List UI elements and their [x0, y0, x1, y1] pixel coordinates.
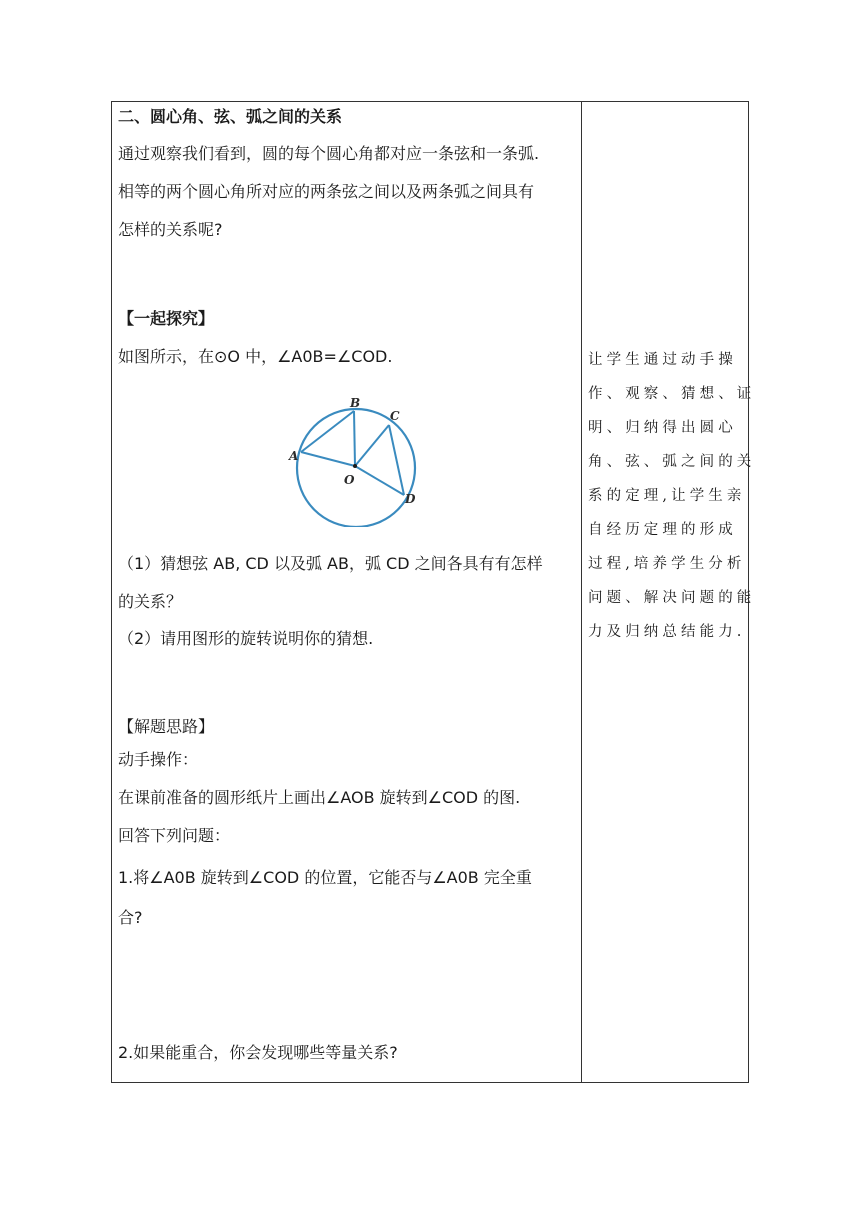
note-line-1: 让学生通过动手操 — [588, 352, 737, 368]
radius-od — [355, 466, 404, 495]
hands-on-text: 在课前准备的圆形纸片上画出∠AOB 旋转到∠COD 的图. — [118, 788, 521, 807]
label-o: O — [344, 473, 355, 487]
column-divider — [581, 102, 582, 1082]
question-1-line-1: （1）猜想弦 AB, CD 以及弧 AB，弧 CD 之间各具有有怎样 — [118, 554, 543, 573]
radius-oc — [355, 425, 389, 466]
intro-line-3: 怎样的关系呢? — [118, 220, 223, 239]
note-line-3: 明、归纳得出圆心 — [588, 420, 737, 436]
explore-heading: 【一起探究】 — [118, 309, 215, 328]
label-b: B — [350, 397, 361, 410]
radius-ob — [354, 411, 355, 466]
label-c: C — [390, 409, 400, 423]
item-2: 2.如果能重合，你会发现哪些等量关系? — [118, 1043, 398, 1062]
chord-cd — [389, 425, 404, 495]
note-line-9: 力及归纳总结能力. — [588, 624, 746, 640]
intro-line-2: 相等的两个圆心角所对应的两条弦之间以及两条弧之间具有 — [118, 182, 535, 201]
note-line-8: 问题、解决问题的能 — [588, 590, 756, 606]
label-a: A — [289, 449, 299, 463]
item-1-line-1: 1.将∠A0B 旋转到∠COD 的位置，它能否与∠A0B 完全重 — [118, 868, 532, 887]
note-line-7: 过程,培养学生分析 — [588, 556, 746, 572]
note-line-4: 角、弦、弧之间的关 — [588, 454, 756, 470]
center-point — [353, 464, 357, 468]
section-title: 二、圆心角、弦、弧之间的关系 — [118, 107, 343, 126]
question-2: （2）请用图形的旋转说明你的猜想. — [118, 629, 374, 648]
note-line-5: 系的定理,让学生亲 — [588, 488, 746, 504]
answer-prompt: 回答下列问题： — [118, 826, 231, 845]
lesson-table — [111, 101, 756, 1083]
item-1-line-2: 合? — [118, 908, 143, 927]
circle-diagram — [288, 397, 428, 527]
label-d: D — [405, 492, 416, 506]
intro-line-1: 通过观察我们看到，圆的每个圆心角都对应一条弦和一条弧. — [118, 144, 540, 163]
explore-text: 如图所示，在⊙O 中，∠A0B=∠COD. — [118, 347, 393, 366]
radius-oa — [301, 452, 355, 466]
note-line-6: 自经历定理的形成 — [588, 522, 737, 538]
solve-heading: 【解题思路】 — [118, 717, 215, 736]
hands-on-label: 动手操作： — [118, 750, 199, 769]
note-line-2: 作、观察、猜想、证 — [588, 386, 756, 402]
question-1-line-2: 的关系？ — [118, 592, 183, 611]
